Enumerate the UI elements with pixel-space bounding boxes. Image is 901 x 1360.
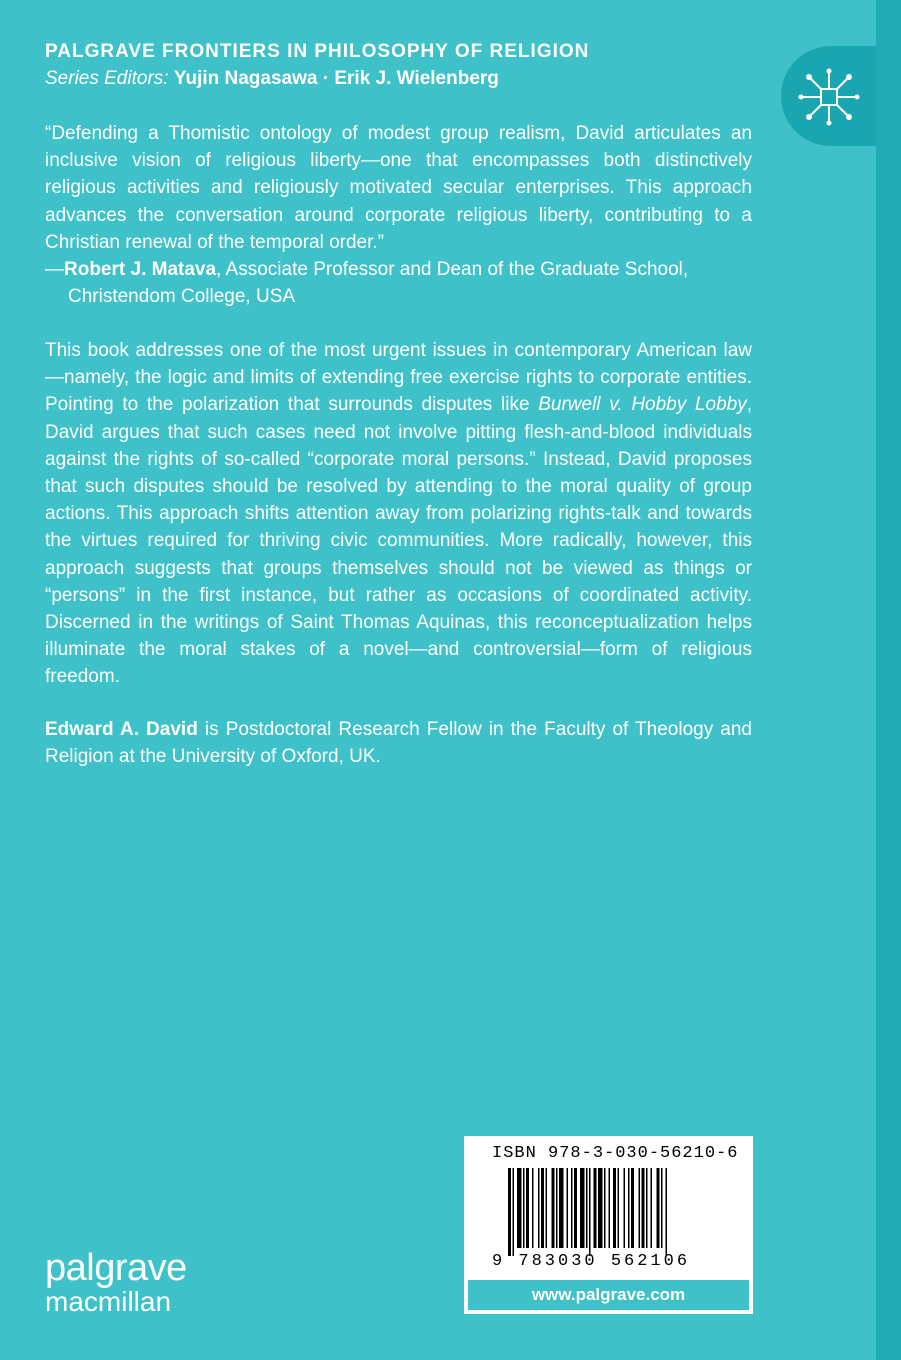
isbn-barcode-box — [464, 1136, 753, 1314]
publisher-logo-line-1: palgrave — [45, 1247, 187, 1289]
barcode-bar — [589, 1168, 591, 1256]
attribution-author: Robert J. Matava — [64, 259, 217, 280]
barcode-bar — [646, 1168, 648, 1248]
barcode-bar — [552, 1168, 555, 1248]
barcode-bar — [567, 1168, 569, 1248]
description-part-2: , David argues that such cases need not involve pitting flesh-and-blood individuals against the rights of so-called “corporate moral persons.” Instead, David proposes that such disputes should be resolved by attending to the moral quality of group actions. This approach shifts attention away from polarizing rights-talk and towards the virtues required for thriving civic communities. More radically, however, this approach suggests that groups themselves should not be viewed as things or “persons” in the first instance, but rather as occasions of coordinated activity. Discerned in the writings of Saint Thomas Aquinas, this reconceptualization helps illuminate the moral stakes of a novel—and controversial—form of religious freedom. — [45, 394, 752, 688]
description-part-1: This book addresses one of the most urgent issues in contemporary American law—namely, the logic and limits of extending free exercise rights to corporate entities. Pointing to the polarization that surrounds disputes like — [45, 340, 752, 416]
description-case-name: Burwell v. Hobby Lobby — [538, 394, 747, 416]
barcode-graphic — [508, 1168, 713, 1256]
attribution-affiliation: Christendom College, USA — [68, 286, 296, 308]
publisher-url[interactable]: www.palgrave.com — [464, 1276, 753, 1314]
bio-author-name: Edward A. David — [45, 719, 198, 740]
barcode-bar — [631, 1168, 634, 1248]
series-editors-label: Series Editors: — [45, 68, 169, 89]
series-logo-tab — [781, 46, 876, 146]
attribution-dash: — — [45, 259, 64, 280]
series-editors — [45, 68, 499, 90]
series-title: PALGRAVE FRONTIERS IN PHILOSOPHY OF RELIGION — [45, 41, 590, 62]
bio-text: is Postdoctoral Research Fellow in the Faculty of Theology and Religion at the University of Oxford, UK. — [45, 719, 752, 768]
barcode-bar — [538, 1168, 540, 1248]
barcode-bar — [586, 1168, 588, 1248]
attribution-title: , Associate Professor and Dean of the Graduate School, — [216, 259, 689, 280]
book-description — [45, 337, 752, 691]
barcode-bar — [657, 1168, 660, 1248]
barcode-bar — [604, 1168, 606, 1248]
isbn-label: ISBN 978-3-030-56210-6 — [492, 1144, 739, 1163]
barcode-bar — [666, 1168, 668, 1256]
series-editor-separator: · — [317, 68, 335, 89]
barcode-bar — [618, 1168, 620, 1248]
barcode-bar — [556, 1168, 558, 1248]
barcode-bar — [508, 1168, 511, 1256]
endorsement-quote: “Defending a Thomistic ontology of modest group realism, David articulates an inclusive vision of religious liberty—one that encompasses both distinctively religious activities and religiously motivated secular enterprises. This approach advances the conversation around corporate religious liberty, contributing to a Christian renewal of the temporal order.” — [45, 123, 752, 253]
barcode-bar — [624, 1168, 626, 1248]
barcode-bar — [661, 1168, 663, 1248]
barcode-bar — [517, 1168, 522, 1248]
barcode-bar — [642, 1168, 645, 1248]
barcode-bar — [541, 1168, 544, 1248]
publisher-logo-line-2: macmillan — [45, 1286, 172, 1317]
barcode-bar — [598, 1168, 603, 1248]
barcode-bar — [609, 1168, 611, 1248]
barcode-bar — [526, 1168, 529, 1248]
barcode-bar — [532, 1168, 534, 1248]
isbn-digits: 9 783030 562106 — [492, 1252, 691, 1271]
barcode-bar — [594, 1168, 597, 1248]
barcode-bar — [513, 1168, 515, 1256]
series-editor-2: Erik J. Wielenberg — [334, 68, 499, 89]
spine-strip — [876, 0, 901, 1360]
endorsement-attribution — [45, 256, 688, 310]
barcode-bar — [639, 1168, 641, 1248]
barcode-bar — [559, 1168, 564, 1248]
series-editor-1: Yujin Nagasawa — [173, 68, 318, 89]
barcode-bar — [613, 1168, 616, 1248]
barcode-bar — [571, 1168, 573, 1248]
barcode-bar — [651, 1168, 653, 1248]
palgrave-network-icon — [795, 65, 863, 129]
barcode-bar — [628, 1168, 630, 1248]
barcode-bar — [523, 1168, 525, 1248]
barcode-bar — [574, 1168, 577, 1248]
author-bio — [45, 716, 752, 770]
barcode-bar — [546, 1168, 548, 1248]
barcode-bar — [580, 1168, 585, 1248]
